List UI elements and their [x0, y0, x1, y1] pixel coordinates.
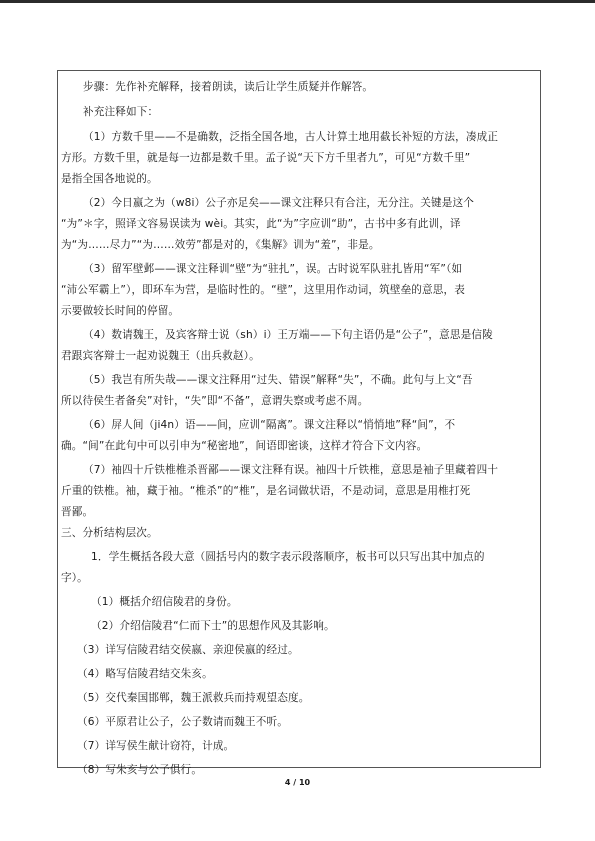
text-line: （7）详写侯生献计窃符，计成。 — [77, 740, 235, 752]
text-line: （1）概括介绍信陵君的身份。 — [91, 596, 238, 608]
top-rule — [0, 0, 595, 3]
text-line: 所以待侯生者备矣”对针，“失”即“不备”，意谓失察或考虑不周。 — [61, 395, 369, 407]
text-line: （5）交代秦国邯郸，魏王派救兵而持观望态度。 — [77, 692, 310, 704]
text-line: （3）详写信陵君结交侯嬴、亲迎侯嬴的经过。 — [77, 644, 299, 656]
text-line: （8）写朱亥与公子俱行。 — [77, 764, 203, 776]
text-line: “沛公军霸上”），即环车为营，是临时性的。“壁”，这里用作动词，筑壁垒的意思，表 — [61, 284, 466, 296]
text-line: 三、分析结构层次。 — [61, 527, 158, 539]
page-number: 4 / 10 — [284, 778, 311, 787]
text-line: 方形。方数千里，就是每一边都是数千里。孟子说“天下方千里者九”，可见“方数千里” — [61, 152, 471, 164]
text-line: （7）袖四十斤铁椎椎杀晋鄙——课文注释有误。袖四十斤铁椎，意思是袖子里藏着四十 — [83, 464, 499, 476]
text-line: 确。“间”在此句中可以引申为“秘密地”，间语即密谈，这样才符合下文内容。 — [61, 440, 428, 452]
text-line: （3）留军壁邺——课文注释训“壁”为“驻扎”，误。古时说军队驻扎皆用“军”（如 — [83, 263, 463, 275]
text-line: （2）介绍信陵君“仁而下士”的思想作风及其影响。 — [91, 620, 335, 632]
text-line: 君跟宾客辩士一起劝说魏王（出兵救赵）。 — [61, 350, 260, 362]
text-line: 示要做较长时间的停留。 — [61, 305, 180, 317]
content-frame — [57, 70, 541, 776]
text-line: （1）方数千里——不是确数，泛指全国各地，古人计算土地用截长补短的方法，凑成正 — [83, 131, 499, 143]
text-line: （4）数请魏王，及宾客辩士说（sh）i）王万端——下句主语仍是“公子”，意思是信陵 — [83, 329, 493, 341]
text-line: 斤重的铁椎。袖，藏于袖。“椎杀”的“椎”，是名词做状语，不是动词，意思是用椎打死 — [61, 485, 471, 497]
text-line: 为“为……尽力”“为……效劳”都是对的，《集解》训为“羞”，非是。 — [61, 239, 380, 251]
text-line: 是指全国各地说的。 — [61, 173, 158, 185]
text-line: （4）略写信陵君结交朱亥。 — [77, 668, 213, 680]
text-line: （6）平原君让公子，公子数请而魏王不听。 — [77, 716, 289, 728]
text-line: 补充注释如下： — [83, 106, 159, 118]
text-line: （2）今日嬴之为（w8i）公子亦足矣——课文注释只有合注，无分注。关键是这个 — [83, 197, 474, 209]
text-line: 晋鄙。 — [61, 506, 94, 518]
text-line: （5）我岂有所失哉——课文注释用“过失、错误”解释“失”，不确。此句与上文“吾 — [83, 374, 473, 386]
text-line: 字）。 — [61, 572, 88, 584]
text-line: 步骤：先作补充解释，接着朗读，读后让学生质疑并作解答。 — [83, 81, 374, 93]
text-line: （6）屏人间（ji4n）语——间，应训“隔离”。课文注释以“悄悄地”释“间”，不 — [83, 419, 456, 431]
text-line: “为”＊字，照译文容易误读为 wèi。其实，此“为”字应训“助”，古书中多有此训，译 — [61, 218, 461, 230]
text-line: 1．学生概括各段大意（圆括号内的数字表示段落顺序，板书可以只写出其中加点的 — [91, 551, 485, 563]
